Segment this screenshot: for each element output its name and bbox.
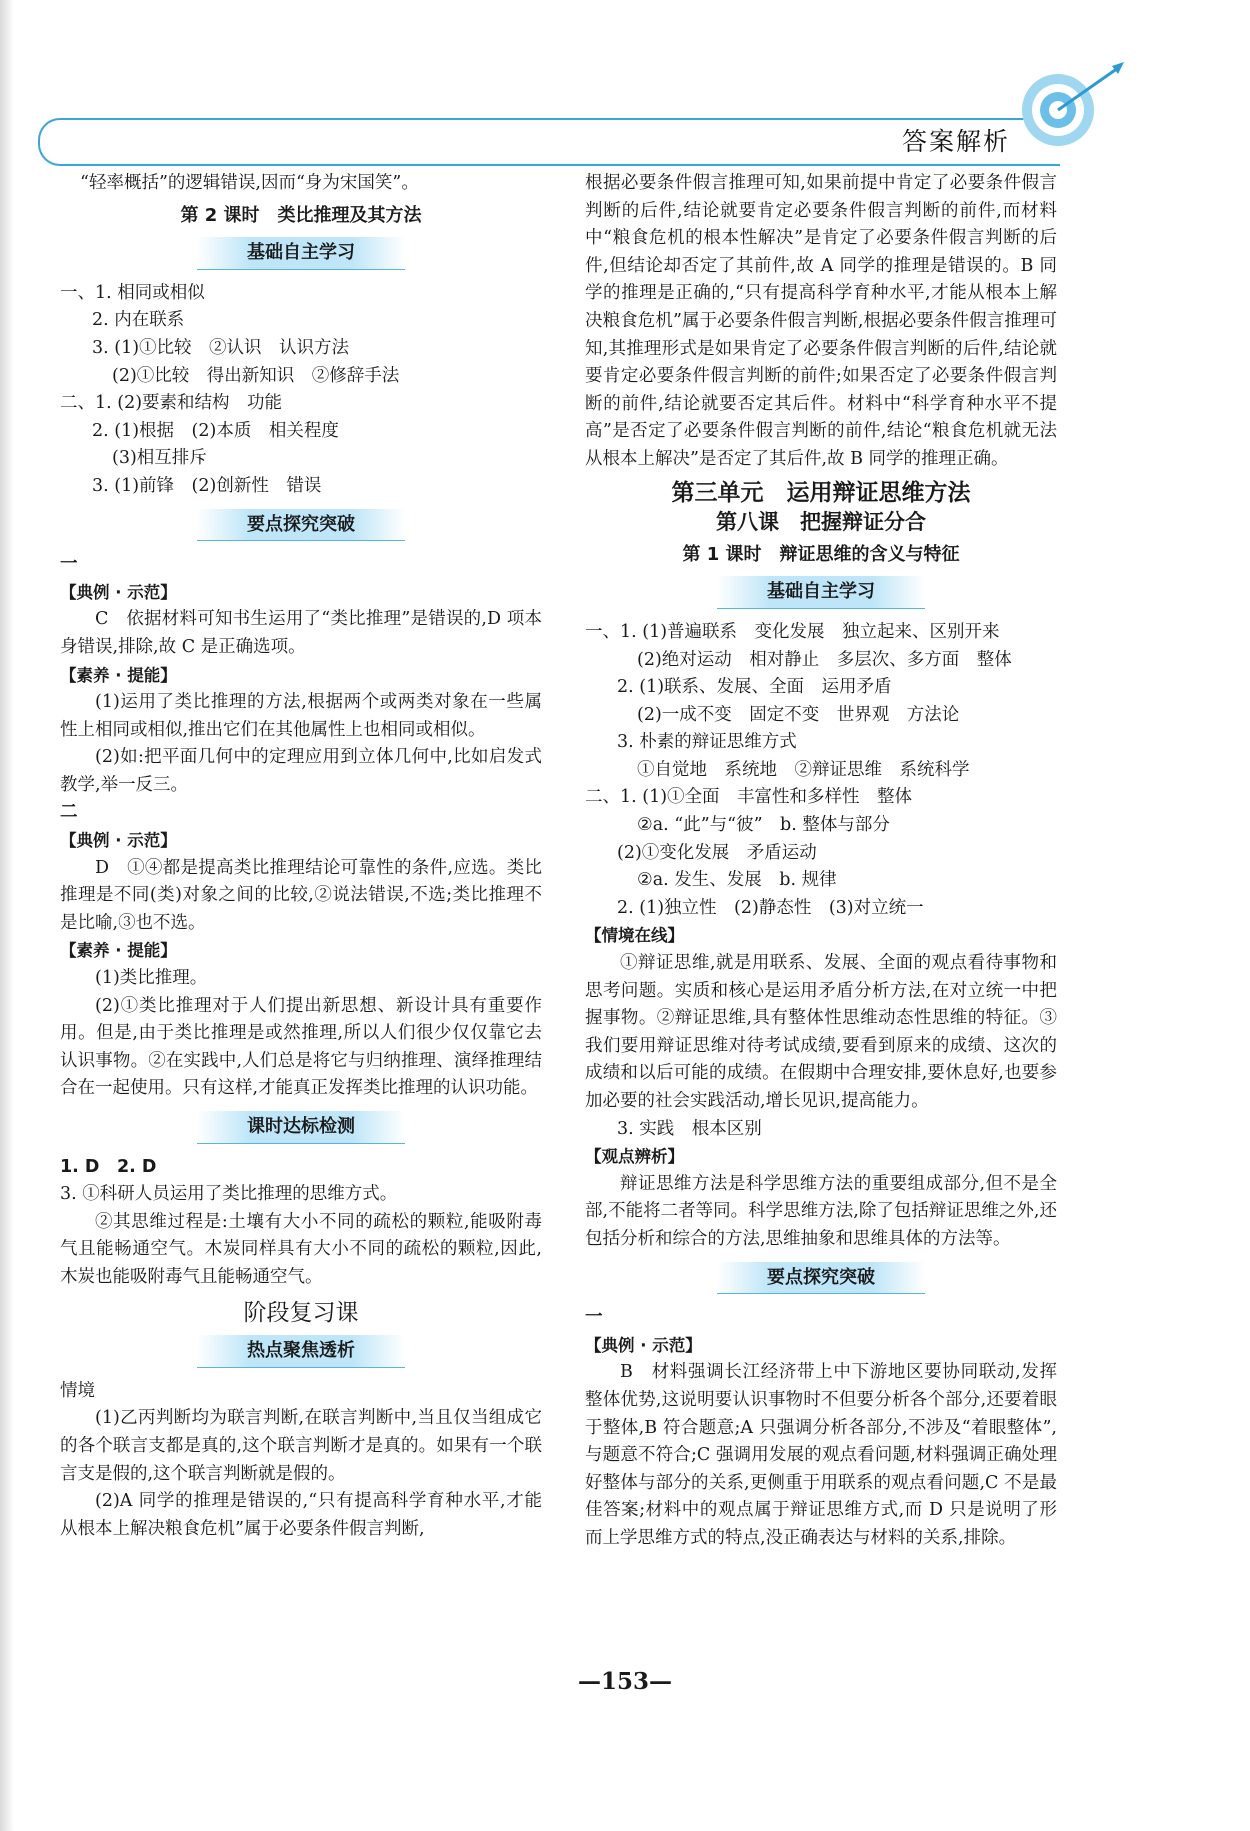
answer-line: (2)绝对运动 相对静止 多层次、多方面 整体 [637,649,1012,670]
tag-label: 【素养 · 提能】 [60,941,177,961]
answer-line: ①自觉地 系统地 ②辩证思维 系统科学 [637,759,970,780]
section-heading [60,509,542,542]
tag-label: 【典例 · 示范】 [60,582,177,602]
part-marker: 二 [60,802,78,823]
paragraph: ①辩证思维,就是用联系、发展、全面的观点看待事物和思考问题。实质和核心是运用矛盾分析方法,在对立统一中把握事物。②辩证思维,具有整体性思维动态性思维的特征。③我们要用辩证思维对待考试成绩,要看到原来的成绩、这次的成绩和以后可能的成绩。在假期中合理安排,要休息好,也要参加必要的社会实践活动,增长见识,提高能力。 [585,953,1057,1111]
right-column [585,170,1057,1553]
section-heading [585,1262,1057,1295]
unit-title: 第三单元 运用辩证思维方法 [671,479,971,506]
answer-line: 二、1. (2)要素和结构 功能 [60,393,283,414]
section-heading-label: 基础自主学习 [197,237,405,270]
answer-line: (2)①比较 得出新知识 ②修辞手法 [112,365,400,386]
target-icon [1000,62,1140,152]
paragraph: (2)A 同学的推理是错误的,“只有提高科学育种水平,才能从根本上解决粮食危机”属于必要条件假言判断, [60,1491,542,1539]
left-column [60,170,542,1543]
answer-line: 二、1. (1)①全面 丰富性和多样性 整体 [585,787,913,808]
tag-label: 【观点辨析】 [585,1147,684,1167]
answer-line: 2. (1)独立性 (2)静态性 (3)对立统一 [617,897,924,918]
paragraph: (1)运用了类比推理的方法,根据两个或两类对象在一些属性上相同或相似,推出它们在其他属性上也相同或相似。 [60,692,542,740]
paragraph: 辩证思维方法是科学思维方法的重要组成部分,但不是全部,不能将二者等同。科学思维方法,除了包括辩证思维之外,还包括分析和综合的方法,思维抽象和思维具体的方法等。 [585,1173,1057,1249]
text-line: “轻率概括”的逻辑错误,因而“身为宋国笑”。 [80,173,419,193]
section-heading-label: 课时达标检测 [197,1111,405,1144]
answer-line: ②a. 发生、发展 b. 规律 [637,870,837,891]
tag-label: 【情境在线】 [585,926,684,946]
answer-line: 一、1. (1)普遍联系 变化发展 独立起来、区别开来 [585,621,1000,642]
answer-line: 3. ①科研人员运用了类比推理的思维方式。 [60,1184,398,1205]
answer-line: 一、1. 相同或相似 [60,282,205,303]
tag-label: 【典例 · 示范】 [585,1335,702,1355]
answer-line: 1. D 2. D [60,1156,157,1177]
page-number: —153— [577,1668,672,1695]
paragraph: (1)类比推理。 [95,968,208,989]
part-marker: 一 [60,554,78,575]
paragraph: D ①④都是提高类比推理结论可靠性的条件,应选。类比推理是不同(类)对象之间的比较,②说法错误,不选;类比推理不是比喻,③也不选。 [60,857,542,933]
page-edge-shadow [0,0,14,1831]
stage-title: 阶段复习课 [243,1299,359,1326]
paragraph: 根据必要条件假言推理可知,如果前提中肯定了必要条件假言判断的后件,结论就要肯定必要条件假言判断的前件,而材料中“粮食危机的根本性解决”是肯定了必要条件假言判断的后件,但结论却否定了其前件,故 A 同学的推理是错误的。B 同学的推理是正确的,“只有提高科学育种水平,才能从根本上解决粮食危机”属于必要条件假言判断,根据必要条件假言推理可知,其推理形式是如果肯定了必要条件假言判断的后件,结论就要肯定必要条件假言判断的前件;如果否定了必要条件假言判断的前件,结论就要否定其后件。材料中“科学育种水平不提高”是否定了必要条件假言判断的前件,结论“粮食危机就无法从根本上解决”是否定了其后件,故 B 同学的推理正确。 [585,173,1057,469]
lesson-heading: 第八课 把握辩证分合 [716,510,926,535]
section-heading [60,1111,542,1144]
section-heading [585,576,1057,609]
paragraph: (2)①类比推理对于人们提出新思想、新设计具有重要作用。但是,由于类比推理是或然推理,所以人们很少仅仅靠它去认识事物。②在实践中,人们总是将它与归纳推理、演绎推理结合在一起使用。只有这样,才能真正发挥类比推理的认识功能。 [60,995,542,1099]
paragraph: C 依据材料可知书生运用了“类比推理”是错误的,D 项本身错误,排除,故 C 是正确选项。 [60,609,542,657]
answer-line: (2)①变化发展 矛盾运动 [617,842,817,863]
paragraph: (1)乙丙判断均为联言判断,在联言判断中,当且仅当组成它的各个联言支都是真的,这个联言判断才是真的。如果有一个联言支是假的,这个联言判断就是假的。 [60,1408,542,1484]
answer-line: 2. (1)联系、发展、全面 运用矛盾 [617,677,892,698]
answer-line: 3. (1)①比较 ②认识 认识方法 [92,337,350,358]
lesson-title: 第 2 课时 类比推理及其方法 [180,204,422,226]
answer-line: ②a. “此”与“彼” b. 整体与部分 [637,815,890,836]
answer-line: 3. (1)前锋 (2)创新性 错误 [92,475,322,496]
answer-line: (3)相互排斥 [112,448,207,469]
answer-line: 2. (1)根据 (2)本质 相关程度 [92,420,339,441]
header-title: 答案解析 [901,127,1010,156]
section-heading-label: 要点探究突破 [717,1262,925,1295]
paragraph: (2)如:把平面几何中的定理应用到立体几何中,比如启发式教学,举一反三。 [60,747,542,795]
paragraph: B 材料强调长江经济带上中下游地区要协同联动,发挥整体优势,这说明要认识事物时不但要分析各个部分,还要着眼于整体,B 符合题意;A 只强调分析各部分,不涉及“着眼整体”,与题意不符合;C 强调用发展的观点看问题,材料强调正确处理好整体与部分的关系,更侧重于用联系的观点看问题,C 不是最佳答案;材料中的观点属于辩证思维方式,而 D 只是说明了形而上学思维方式的特点,没正确表达与材料的关系,排除。 [585,1362,1057,1548]
answer-line: 3. 实践 根本区别 [617,1118,762,1139]
section-heading-label: 热点聚焦透析 [197,1335,405,1368]
section-heading-label: 要点探究突破 [197,509,405,542]
answer-line: (2)一成不变 固定不变 世界观 方法论 [637,704,960,725]
answer-line: 3. 朴素的辩证思维方式 [617,732,797,753]
lesson-title: 第 1 课时 辩证思维的含义与特征 [682,543,960,565]
section-heading [60,237,542,270]
answer-line: 2. 内在联系 [92,310,185,331]
section-heading [60,1335,542,1368]
paragraph: ②其思维过程是:土壤有大小不同的疏松的颗粒,能吸附毒气且能畅通空气。木炭同样具有大小不同的疏松的颗粒,因此,木炭也能吸附毒气且能畅通空气。 [60,1211,542,1287]
tag-label: 【典例 · 示范】 [60,831,177,851]
tag-label: 【素养 · 提能】 [60,665,177,685]
subheading: 情境 [60,1380,95,1401]
part-marker: 一 [585,1307,603,1328]
section-heading-label: 基础自主学习 [717,576,925,609]
